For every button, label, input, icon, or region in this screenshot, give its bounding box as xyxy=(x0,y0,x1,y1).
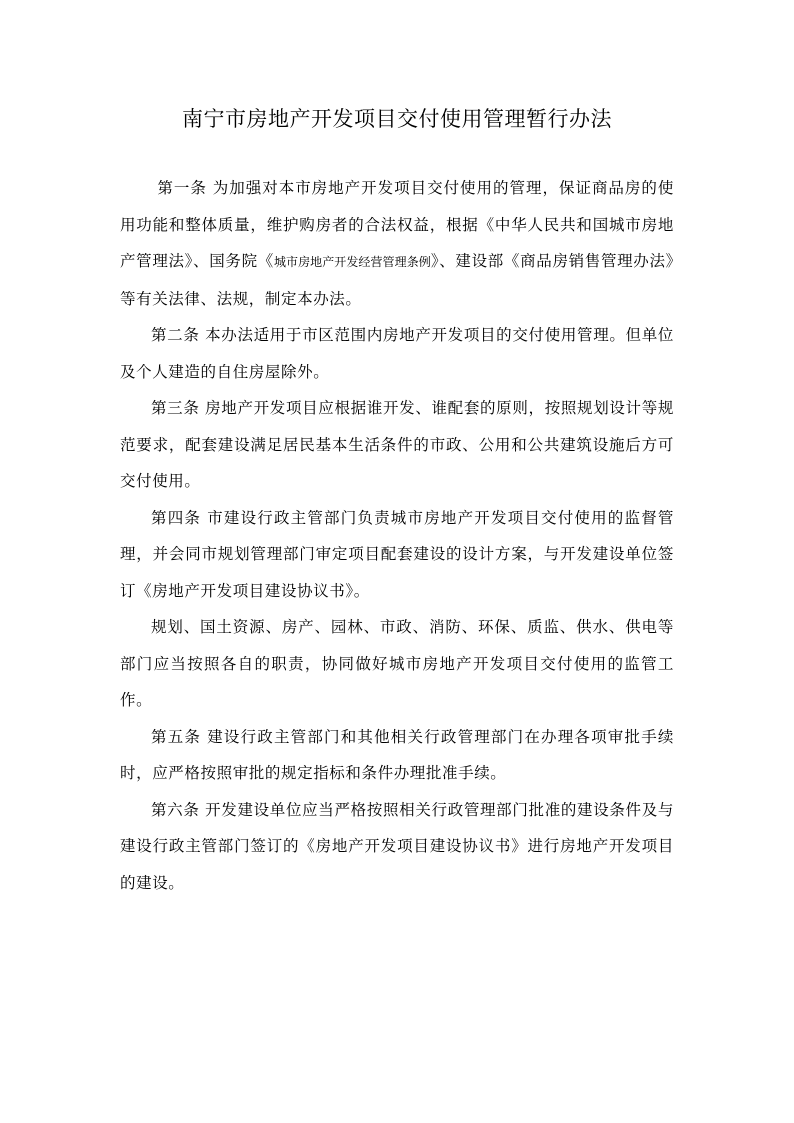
document-body xyxy=(120,170,674,901)
article-1-regulation-name: 城市房地产开发经营管理条例 xyxy=(273,255,431,269)
article-1-text-start: 第一条 为加强对本市房地产开发项目交付使用的管理，保证商品房的使用功能和整体质量，维护购房者的合法权益，根据《中华人民共和国城市房地产管理法》、国务院《 xyxy=(120,179,674,270)
article-2-paragraph: 第二条 本办法适用于市区范围内房地产开发项目的交付使用管理。但单位及个人建造的自住房屋除外。 xyxy=(120,326,674,381)
article-5-paragraph: 第五条 建设行政主管部门和其他相关行政管理部门在办理各项审批手续时，应严格按照审批的规定指标和条件办理批准手续。 xyxy=(120,727,674,782)
article-1-text-end: 》、建设部《商品房销售管理办法》等有关法律、法规，制定本办法。 xyxy=(120,252,674,308)
article-4-continuation-paragraph: 规划、国土资源、房产、园林、市政、消防、环保、质监、供水、供电等部门应当按照各自的职责，协同做好城市房地产开发项目交付使用的监管工作。 xyxy=(120,618,674,709)
article-1-paragraph xyxy=(120,170,674,317)
article-4-paragraph: 第四条 市建设行政主管部门负责城市房地产开发项目交付使用的监督管理，并会同市规划管理部门审定项目配套建设的设计方案，与开发建设单位签订《房地产开发项目建设协议书》。 xyxy=(120,508,674,600)
document-title: 南宁市房地产开发项目交付使用管理暂行办法 xyxy=(182,107,612,131)
article-3-paragraph: 第三条 房地产开发项目应根据谁开发、谁配套的原则，按照规划设计等规范要求，配套建设满足居民基本生活条件的市政、公用和公共建筑设施后方可交付使用。 xyxy=(120,399,674,490)
article-6-paragraph: 第六条 开发建设单位应当严格按照相关行政管理部门批准的建设条件及与建设行政主管部门签订的《房地产开发项目建设协议书》进行房地产开发项目的建设。 xyxy=(120,800,674,892)
